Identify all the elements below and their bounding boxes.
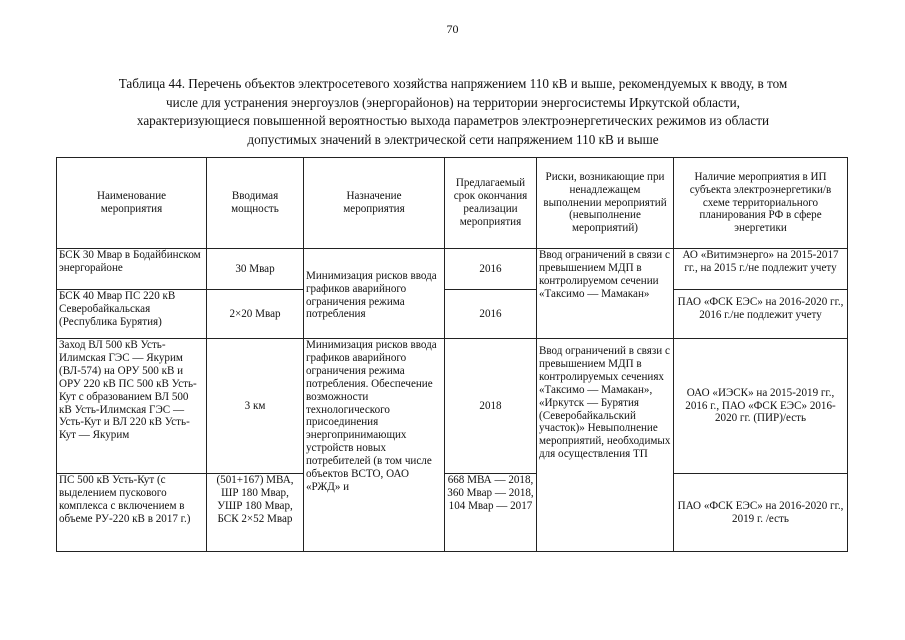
table-row <box>57 474 848 552</box>
cell-name: БСК 40 Мвар ПС 220 кВ Северобайкальская (Республика Бурятия) <box>57 290 207 339</box>
objects-table <box>56 157 848 552</box>
cell-name: ПС 500 кВ Усть-Кут (с выделением пускового комплекса с включением в объеме РУ-220 кВ в 2017 г.) <box>57 474 207 552</box>
cell-deadline: 2016 <box>445 249 537 290</box>
header-name: Наименование мероприятия <box>57 158 207 249</box>
header-ip: Наличие мероприятия в ИП субъекта электроэнергетики/в схеме территориального планирования РФ в сфере энергетики <box>674 158 848 249</box>
cell-ip: ОАО «ИЭСК» на 2015-2019 гг., 2016 г., ПАО «ФСК ЕЭС» 2016-2020 гг. (ПИР)/есть <box>674 339 848 474</box>
cell-purpose-text: Минимизация рисков ввода графиков аварийного ограничения режима потребления. Обеспечение возможности технологического присоединения энергопринимающих устройств новых потребителей (в том числе объектов ВСТО, ОАО «РЖД» и <box>306 339 437 493</box>
caption-line-2: числе для устранения энергоузлов (энергорайонов) на территории энергосистемы Иркутской области, <box>166 94 740 110</box>
table-caption <box>55 75 851 149</box>
table-row <box>57 339 848 474</box>
cell-name: Заход ВЛ 500 кВ Усть-Илимская ГЭС — Якурим (ВЛ-574) на ОРУ 500 кВ и ОРУ 220 кВ ПС 500 кВ Усть-Кут с образованием ВЛ 500 кВ Усть-Илимская ГЭС — Усть-Кут и ВЛ 220 кВ Усть-Кут — Якурим <box>57 339 207 474</box>
cell-deadline: 2018 <box>445 339 537 474</box>
caption-line-1: Таблица 44. Перечень объектов электросетевого хозяйства напряжением 110 кВ и выше, рекомендуемых к вводу, в том <box>118 76 788 91</box>
cell-deadline: 668 МВА — 2018, 360 Мвар — 2018, 104 Мвар — 2017 <box>445 474 537 552</box>
page-number: 70 <box>446 22 459 36</box>
cell-power: 3 км <box>207 339 304 474</box>
cell-power: (501+167) МВА, ШР 180 Мвар, УШР 180 Мвар, БСК 2×52 Мвар <box>207 474 304 552</box>
cell-deadline: 2016 <box>445 290 537 339</box>
header-power: Вводимая мощность <box>207 158 304 249</box>
cell-risks: Ввод ограничений в связи с превышением МДП в контролируемых сечениях «Таксимо — Мамакан», «Иркутск — Бурятия (Северобайкальский участок)» Невыполнение мероприятий, необходимых для осуществления ТП <box>537 339 674 552</box>
cell-risks: Ввод ограничений в связи с превышением МДП в контролируемом сечении «Таксимо — Мамакан» <box>537 249 674 339</box>
cell-ip: ПАО «ФСК ЕЭС» на 2016-2020 гг., 2019 г. /есть <box>674 474 848 552</box>
caption-line-3: характеризующиеся повышенной вероятностью выхода параметров электроэнергетических режимов из области <box>136 113 770 129</box>
cell-purpose: Минимизация рисков ввода графиков аварийного ограничения режима потребления <box>304 249 445 339</box>
table-row <box>57 249 848 290</box>
table-row <box>57 290 848 339</box>
header-purpose: Назначение мероприятия <box>304 158 445 249</box>
cell-power: 2×20 Мвар <box>207 290 304 339</box>
table-header-row <box>57 158 848 249</box>
header-deadline: Предлагаемый срок окончания реализации мероприятия <box>445 158 537 249</box>
caption-line-4: допустимых значений в электрической сети напряжением 110 кВ и выше <box>247 131 659 147</box>
cell-power: 30 Мвар <box>207 249 304 290</box>
cell-ip: ПАО «ФСК ЕЭС» на 2016-2020 гг., 2016 г./не подлежит учету <box>674 290 848 339</box>
header-risks: Риски, возникающие при ненадлежащем выполнении мероприятий (невыполнение мероприятий) <box>537 158 674 249</box>
cell-purpose <box>304 339 445 552</box>
cell-ip: АО «Витимэнерго» на 2015-2017 гг., на 2015 г./не подлежит учету <box>674 249 848 290</box>
cell-name: БСК 30 Мвар в Бодайбинском энергорайоне <box>57 249 207 290</box>
